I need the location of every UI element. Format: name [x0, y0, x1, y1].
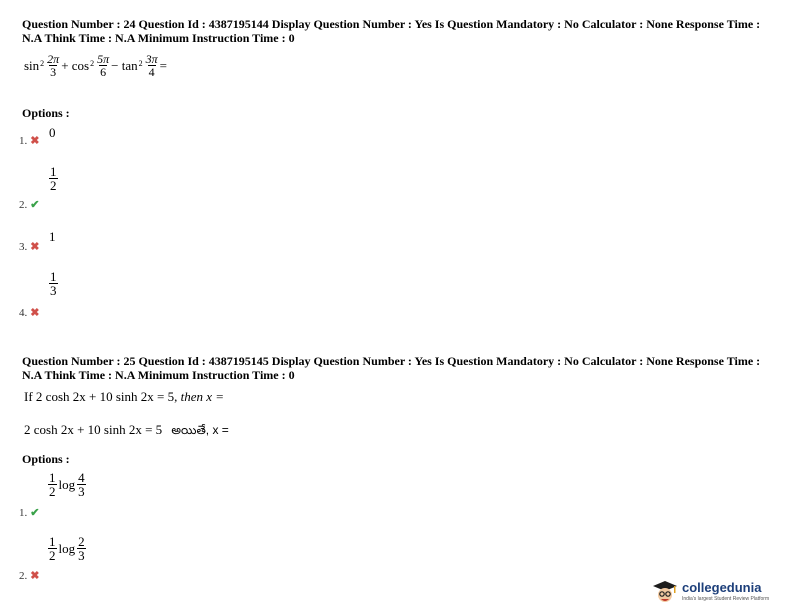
q25-option-2[interactable] [19, 566, 39, 584]
q24-header-line2: N.A Think Time : N.A Minimum Instruction Time : 0 [22, 31, 295, 45]
frac-num: 3π [145, 52, 158, 66]
wrong-mark-icon: ✖ [30, 241, 40, 253]
frac-num: 2 [78, 534, 85, 549]
option-number: 3. [19, 241, 28, 253]
frac-num: 1 [49, 470, 56, 485]
q24-options-label: Options : [22, 106, 70, 120]
q24-option-3[interactable] [19, 237, 39, 255]
correct-check-icon: ✔ [30, 199, 40, 211]
frac-den: 3 [78, 484, 85, 499]
logo-name: collegedunia [682, 580, 762, 595]
fraction-half [48, 471, 57, 498]
q25-telugu-line [24, 422, 229, 440]
exp: 2 [138, 59, 143, 68]
frac-den: 2 [49, 484, 56, 499]
fraction-half [48, 535, 57, 562]
q25-option-1[interactable] [19, 503, 39, 521]
q25-options-label: Options : [22, 452, 70, 466]
frac-den: 2 [50, 178, 57, 193]
exp: 2 [90, 59, 95, 68]
option-number: 1. [19, 135, 28, 147]
wrong-mark-icon: ✖ [30, 570, 40, 582]
q25-equation-te: 2 cosh 2x + 10 sinh 2x = 5 [24, 422, 163, 437]
minus-tan-text: − tan [111, 57, 138, 73]
frac-num: 4 [78, 470, 85, 485]
frac-num: 2π [47, 52, 60, 66]
wrong-mark-icon: ✖ [30, 135, 40, 147]
q24-header [22, 17, 774, 45]
fraction-1-2 [49, 165, 58, 192]
option-number: 2. [19, 570, 28, 582]
frac-den: 3 [50, 65, 57, 79]
fraction-2-3 [77, 535, 86, 562]
q25-option-2-value [48, 535, 86, 562]
q24-expression [24, 53, 167, 78]
q25-header [22, 354, 774, 382]
if-text: If [24, 389, 33, 404]
q25-english-line [24, 389, 224, 405]
fraction-3pi-4 [145, 53, 159, 78]
frac-den: 4 [148, 65, 155, 79]
fraction-4-3 [77, 471, 86, 498]
frac-den: 3 [50, 283, 57, 298]
logo-tagline: India's largest Student Review Platform [682, 596, 770, 602]
q24-option-1[interactable] [19, 131, 39, 149]
q24-option-4-value [49, 270, 58, 297]
frac-num: 1 [50, 269, 57, 284]
frac-den: 3 [78, 548, 85, 563]
frac-den: 2 [49, 548, 56, 563]
q24-option-4[interactable] [19, 303, 39, 321]
frac-num: 1 [49, 534, 56, 549]
fraction-2pi-3 [46, 53, 60, 78]
option-number: 1. [19, 507, 28, 519]
q24-option-3-value: 1 [49, 229, 56, 244]
equals-sign: = [159, 57, 167, 73]
wrong-mark-icon: ✖ [30, 307, 40, 319]
telugu-text: అయితే, x = [171, 423, 229, 437]
q25-header-line1: Question Number : 25 Question Id : 4387195145 Display Question Number : Yes Is Question Mandatory : No Calculator : None Response Time : [22, 354, 761, 368]
option-number: 4. [19, 307, 28, 319]
q24-option-2-value [49, 165, 58, 192]
q24-option-1-value: 0 [49, 125, 56, 140]
q24-option-2[interactable] [19, 195, 39, 213]
then-text: then x = [180, 389, 225, 404]
sin-text: sin [24, 57, 40, 73]
log-text: log [58, 540, 76, 556]
graduate-mascot-icon [652, 580, 678, 604]
q24-header-line1: Question Number : 24 Question Id : 4387195144 Display Question Number : Yes Is Question Mandatory : No Calculator : None Response Time : [22, 17, 761, 31]
frac-den: 6 [100, 65, 107, 79]
collegedunia-logo [652, 578, 784, 606]
log-text: log [58, 476, 76, 492]
fraction-1-3 [49, 270, 58, 297]
fraction-5pi-6 [96, 53, 110, 78]
q25-equation: 2 cosh 2x + 10 sinh 2x = 5, [35, 389, 178, 404]
q25-header-line2: N.A Think Time : N.A Minimum Instruction Time : 0 [22, 368, 295, 382]
option-number: 2. [19, 199, 28, 211]
frac-num: 5π [97, 52, 110, 66]
plus-cos-text: + cos [61, 57, 90, 73]
correct-check-icon: ✔ [30, 507, 40, 519]
exp: 2 [40, 59, 45, 68]
frac-num: 1 [50, 164, 57, 179]
q25-option-1-value [48, 471, 86, 498]
